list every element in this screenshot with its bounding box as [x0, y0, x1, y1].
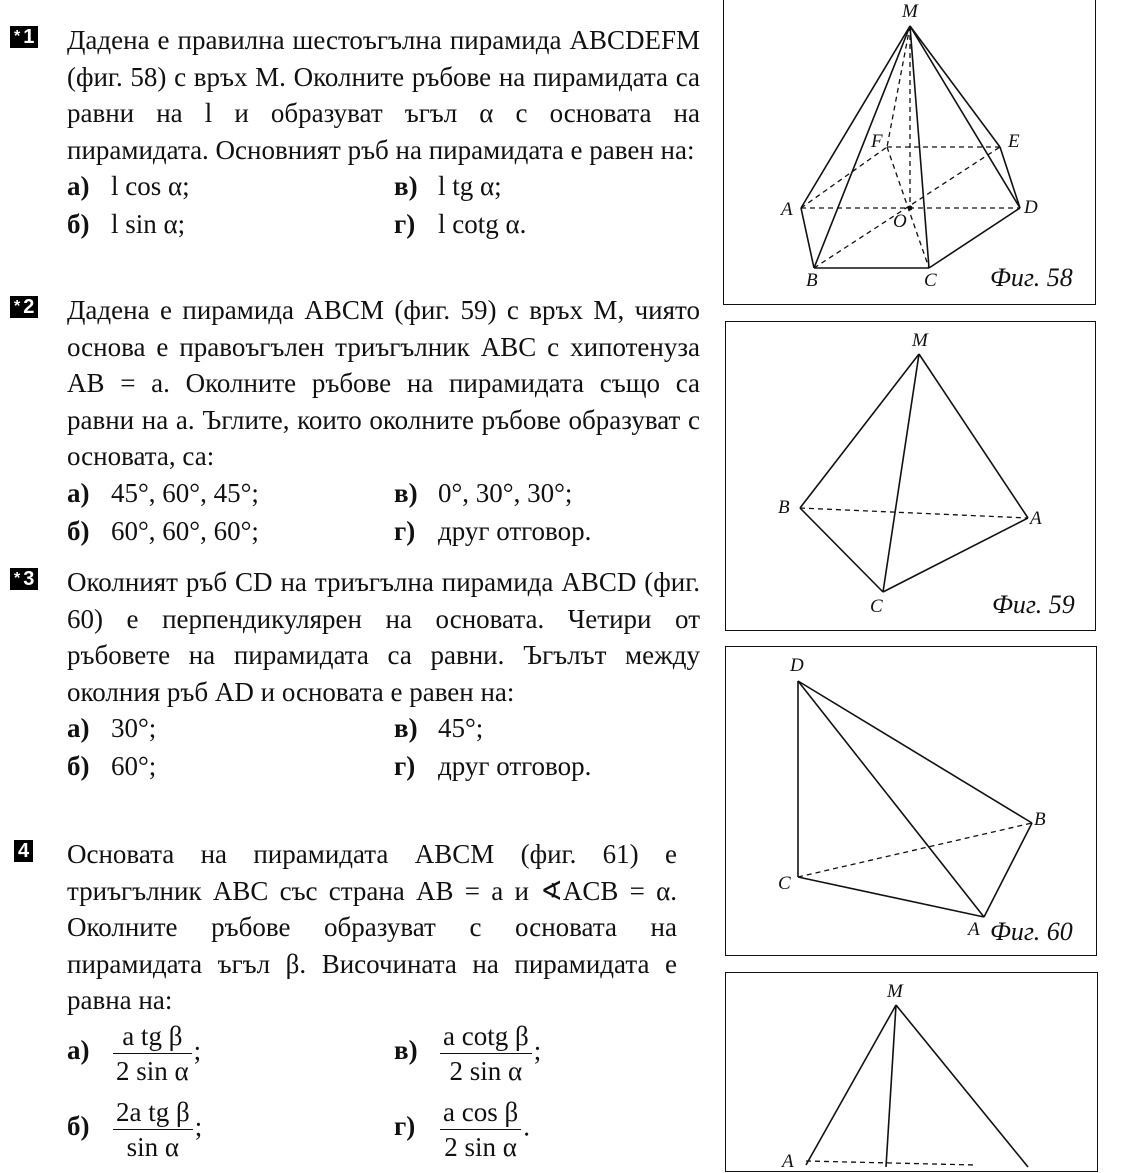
- vertex-label-c: C: [924, 270, 937, 291]
- option-g[interactable]: г) друг отговор.: [394, 751, 592, 781]
- pyramid-abcd-drawing: [726, 647, 1098, 957]
- vertex-label-a: A: [1030, 508, 1042, 529]
- problem-number-badge: 4: [14, 840, 33, 862]
- option-b[interactable]: б) 60°;: [67, 751, 157, 781]
- figure-60: [725, 646, 1097, 956]
- option-b[interactable]: б) l sin α;: [67, 209, 186, 239]
- vertex-label-a: A: [781, 199, 793, 220]
- figure-caption: Фиг. 59: [992, 590, 1075, 619]
- vertex-label-f: F: [871, 131, 883, 152]
- option-v[interactable]: в) $\frac{\text{a cotg β}}{\text{2 sin α}}$ ;: [394, 1020, 542, 1086]
- option-v[interactable]: в) l tg α;: [394, 171, 502, 201]
- option-a[interactable]: а) l cos α;: [67, 171, 190, 201]
- vertex-label-m: M: [887, 981, 903, 1002]
- answer-options: [67, 1019, 700, 1169]
- figure-caption: Фиг. 60: [990, 917, 1073, 946]
- vertex-label-a: A: [782, 1151, 794, 1172]
- option-a[interactable]: а) $\frac{\text{a tg β}}{\text{2 sin α}}$ ;: [67, 1020, 202, 1086]
- vertex-label-d: D: [1024, 197, 1038, 218]
- option-b[interactable]: б) 60°, 60°, 60°;: [67, 515, 259, 546]
- vertex-label-c: C: [870, 596, 883, 617]
- vertex-label-e: E: [1008, 131, 1020, 152]
- fraction: $\frac{\text{a cos β}}{\text{2 sin α}}$: [440, 1095, 521, 1164]
- problem-2: [10, 292, 700, 550]
- fraction: $\frac{\text{a cotg β}}{\text{2 sin α}}$: [440, 1019, 532, 1088]
- option-g[interactable]: г) l cotg α.: [394, 209, 527, 239]
- problem-4: [10, 836, 700, 1169]
- answer-options: [67, 475, 700, 550]
- problem-1: [10, 22, 700, 243]
- option-b[interactable]: б) $\frac{\text{2a tg β}}{\text{sin α}}$ ;: [67, 1096, 203, 1162]
- option-a[interactable]: а) 45°, 60°, 45°;: [67, 477, 259, 508]
- answer-options: [67, 168, 700, 243]
- problem-text: Дадена е пирамида ABCM (фиг. 59) с връх M, чиято основа е правоъгълен триъгълник ABC с хипотенуза AB = a. Околните ръбове на пирамидата също са равни на a. Ъглите, които околните ръбове образуват с основата, са:: [67, 295, 700, 471]
- fraction: $\frac{\text{a tg β}}{\text{2 sin α}}$: [113, 1019, 192, 1088]
- vertex-label-a: A: [968, 919, 980, 940]
- fraction: $\frac{\text{2a tg β}}{\text{sin α}}$: [113, 1095, 193, 1164]
- pyramid-abcm-drawing: [726, 322, 1097, 632]
- option-v[interactable]: в) 0°, 30°, 30°;: [394, 477, 573, 508]
- option-g[interactable]: г) $\frac{\text{a cos β}}{\text{2 sin α}}$ .: [394, 1096, 530, 1162]
- vertex-label-o: O: [893, 211, 907, 232]
- vertex-label-m: M: [912, 330, 928, 351]
- hexagonal-pyramid-drawing: [724, 0, 1097, 306]
- vertex-label-b: B: [778, 497, 790, 518]
- vertex-label-b: B: [1034, 809, 1046, 830]
- figure-59: [725, 321, 1096, 631]
- vertex-label-b: B: [806, 270, 818, 291]
- figure-58: [723, 0, 1096, 305]
- option-v[interactable]: в) 45°;: [394, 713, 484, 743]
- problem-text: Дадена е правилна шестоъгълна пирамида ABCDEFM (фиг. 58) с връх M. Околните ръбове на пирамидата са равни на l и образуват ъгъл α с основата на пирамидата. Основният ръб на пирамидата е равен на:: [67, 25, 700, 165]
- problem-text: Основата на пирамидата ABCM (фиг. 61) е триъгълник ABC със страна AB = a и ∢ACB = α. Околните ръбове образуват с основата на пирамидата ъгъл β. Височината на пирамидата е равна на:: [67, 839, 677, 1015]
- figure-caption: Фиг. 58: [990, 263, 1073, 292]
- problem-number-badge: * 3: [10, 568, 38, 590]
- vertex-label-d: D: [790, 655, 804, 676]
- problem-text: Околният ръб CD на триъгълна пирамида ABCD (фиг. 60) е перпендикулярен на основата. Четири от ръбовете на пирамидата са равни. Ъгълът между околния ръб AD и основата е равен на:: [67, 567, 700, 707]
- answer-options: [67, 710, 700, 785]
- vertex-label-c: C: [778, 873, 791, 894]
- option-g[interactable]: г) друг отговор.: [394, 515, 592, 546]
- pyramid-abcm-drawing: [726, 973, 1099, 1173]
- problem-number-badge: * 1: [10, 26, 38, 48]
- figure-61: [725, 972, 1098, 1172]
- problem-number-badge: * 2: [10, 296, 38, 318]
- problem-3: [10, 564, 700, 785]
- option-a[interactable]: а) 30°;: [67, 713, 157, 743]
- vertex-label-m: M: [902, 1, 918, 22]
